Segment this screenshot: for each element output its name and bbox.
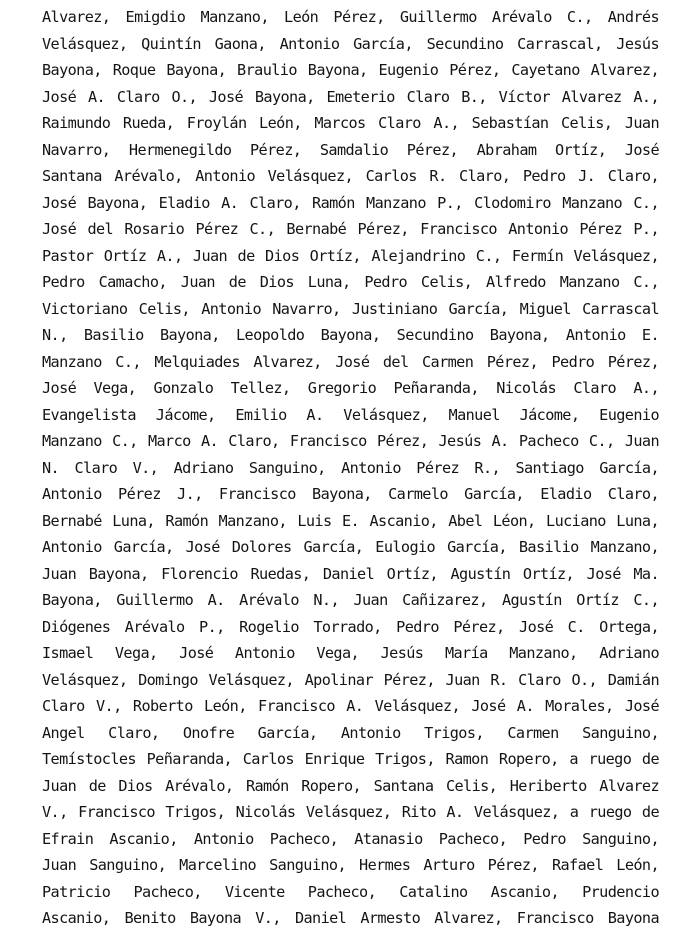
text-line: José A. Claro O., José Bayona, Emeterio Claro B., Víctor Alvarez A., — [42, 87, 659, 106]
text-line: José Bayona, Eladio A. Claro, Ramón Manzano P., Clodomiro Manzano C., — [42, 193, 659, 212]
text-line: Patricio Pacheco, Vicente Pacheco, Catalino Ascanio, Prudencio — [42, 882, 659, 901]
text-line: Bayona, Roque Bayona, Braulio Bayona, Eugenio Pérez, Cayetano Alvarez, — [42, 61, 659, 79]
text-line: Pastor Ortíz A., Juan de Dios Ortíz, Alejandrino C., Fermín Velásquez, — [42, 246, 659, 265]
text-line: N. Claro V., Adriano Sanguino, Antonio Pérez R., Santiago García, — [42, 458, 659, 477]
text-line: Victoriano Celis, Antonio Navarro, Justiniano García, Miguel Carrascal — [42, 299, 659, 318]
text-line: V., Francisco Trigos, Nicolás Velásquez, Rito A. Velásquez, a ruego de — [42, 803, 659, 821]
text-line: Manzano C., Melquiades Alvarez, José del Carmen Pérez, Pedro Pérez, — [42, 352, 659, 371]
text-line: Santana Arévalo, Antonio Velásquez, Carlos R. Claro, Pedro J. Claro, — [42, 167, 659, 185]
text-line: Bayona, Guillermo A. Arévalo N., Juan Cañizarez, Agustín Ortíz C., — [42, 591, 659, 609]
text-line: Juan Bayona, Florencio Ruedas, Daniel Ortíz, Agustín Ortíz, José Ma. — [42, 564, 659, 583]
text-line: José del Rosario Pérez C., Bernabé Pérez, Francisco Antonio Pérez P., — [42, 220, 659, 238]
text-line: Navarro, Hermenegildo Pérez, Samdalio Pérez, Abraham Ortíz, José — [42, 140, 659, 159]
text-line: Juan Sanguino, Marcelino Sanguino, Hermes Arturo Pérez, Rafael León, — [42, 856, 659, 874]
signatory-list — [42, 4, 659, 932]
text-line: Efrain Ascanio, Antonio Pacheco, Atanasio Pacheco, Pedro Sanguino, — [42, 829, 659, 848]
text-line: Alvarez, Emigdio Manzano, León Pérez, Guillermo Arévalo C., Andrés — [42, 8, 659, 26]
text-line: Bernabé Luna, Ramón Manzano, Luis E. Ascanio, Abel Léon, Luciano Luna, — [42, 511, 659, 530]
text-line: Diógenes Arévalo P., Rogelio Torrado, Pedro Pérez, José C. Ortega, — [42, 617, 659, 636]
text-line: Pedro Camacho, Juan de Dios Luna, Pedro Celis, Alfredo Manzano C., — [42, 273, 659, 291]
text-line: Ismael Vega, José Antonio Vega, Jesús María Manzano, Adriano — [42, 644, 659, 662]
text-line: Claro V., Roberto León, Francisco A. Velásquez, José A. Morales, José — [42, 697, 659, 715]
text-line: Antonio Pérez J., Francisco Bayona, Carmelo García, Eladio Claro, — [42, 485, 659, 503]
text-line: Manzano C., Marco A. Claro, Francisco Pérez, Jesús A. Pacheco C., Juan — [42, 432, 659, 450]
text-line: Velásquez, Quintín Gaona, Antonio García, Secundino Carrascal, Jesús — [42, 34, 659, 53]
text-line: Evangelista Jácome, Emilio A. Velásquez, Manuel Jácome, Eugenio — [42, 405, 659, 424]
text-line: Angel Claro, Onofre García, Antonio Trigos, Carmen Sanguino, — [42, 723, 659, 742]
text-line: José Vega, Gonzalo Tellez, Gregorio Peñaranda, Nicolás Claro A., — [42, 379, 659, 397]
text-line: Juan de Dios Arévalo, Ramón Ropero, Santana Celis, Heriberto Alvarez — [42, 776, 659, 795]
text-line: Antonio García, José Dolores García, Eulogio García, Basilio Manzano, — [42, 538, 659, 556]
text-line: Raimundo Rueda, Froylán León, Marcos Claro A., Sebastían Celis, Juan — [42, 114, 659, 132]
text-line: Temístocles Peñaranda, Carlos Enrique Trigos, Ramon Ropero, a ruego de — [42, 750, 659, 768]
text-line: Velásquez, Domingo Velásquez, Apolinar Pérez, Juan R. Claro O., Damián — [42, 670, 659, 689]
text-line: N., Basilio Bayona, Leopoldo Bayona, Secundino Bayona, Antonio E. — [42, 326, 659, 344]
text-line: Ascanio, Benito Bayona V., Daniel Armesto Alvarez, Francisco Bayona — [42, 909, 659, 927]
